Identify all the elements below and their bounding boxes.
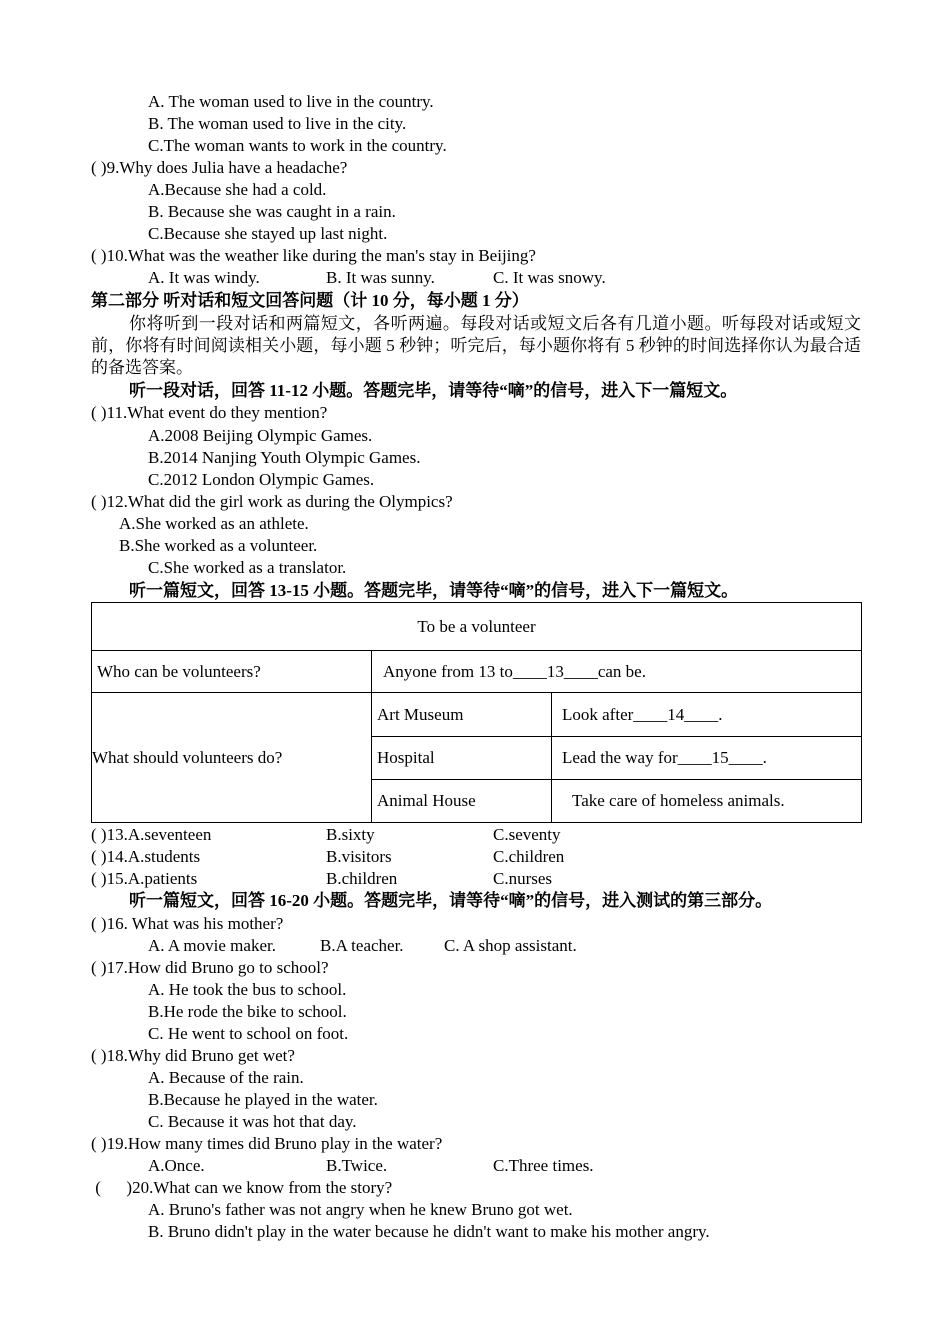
q18-stem: ( )18.Why did Bruno get wet? (91, 1046, 295, 1065)
q13-option-b: B.sixty (326, 825, 375, 844)
q11-stem: ( )11.What event do they mention? (91, 403, 328, 422)
table-place: Hospital (372, 737, 552, 780)
table-place: Animal House (372, 780, 552, 823)
q10-stem: ( )10.What was the weather like during the man's stay in Beijing? (91, 246, 536, 265)
q12-option-b: B.She worked as a volunteer. (119, 536, 318, 555)
q9-option-c: C.Because she stayed up last night. (148, 224, 388, 243)
q14-stem: ( )14.A.students (91, 847, 201, 866)
q16-option-b: B.A teacher. (320, 936, 404, 955)
q8-option-a: A. The woman used to live in the country. (148, 92, 434, 111)
q8-option-c: C.The woman wants to work in the country. (148, 136, 447, 155)
q11-option-a: A.2008 Beijing Olympic Games. (148, 426, 373, 445)
q14-option-c: C.children (493, 847, 565, 866)
q18-option-b: B.Because he played in the water. (148, 1090, 378, 1109)
table-title: To be a volunteer (92, 603, 862, 651)
q20-option-a: A. Bruno's father was not angry when he knew Bruno got wet. (148, 1200, 573, 1219)
q9-option-a: A.Because she had a cold. (148, 180, 327, 199)
q17-option-c: C. He went to school on foot. (148, 1024, 349, 1043)
table-task: Look after____14____. (552, 693, 862, 737)
volunteer-table (91, 602, 862, 823)
q17-stem: ( )17.How did Bruno go to school? (91, 958, 329, 977)
table-task: Take care of homeless animals. (552, 780, 862, 823)
q8-option-b: B. The woman used to live in the city. (148, 114, 407, 133)
q11-option-c: C.2012 London Olympic Games. (148, 470, 375, 489)
q13-option-c: C.seventy (493, 825, 561, 844)
q11-option-b: B.2014 Nanjing Youth Olympic Games. (148, 448, 421, 467)
q18-option-a: A. Because of the rain. (148, 1068, 304, 1087)
q10-option-a: A. It was windy. (148, 268, 260, 287)
q10-option-b: B. It was sunny. (326, 268, 435, 287)
q12-stem: ( )12.What did the girl work as during the Olympics? (91, 492, 453, 511)
table-place: Art Museum (372, 693, 552, 737)
table-task: Lead the way for____15____. (552, 737, 862, 780)
part2-intro: 你将听到一段对话和两篇短文，各听两遍。每段对话或短文后各有几道小题。听每段对话或短文前，你将有时间阅读相关小题，每小题 5 秒钟；听完后，每小题你将有 5 秒钟的时间选择你认为最合适的备选答案。 (91, 314, 861, 377)
q10-option-c: C. It was snowy. (493, 268, 606, 287)
q15-option-c: C.nurses (493, 869, 553, 888)
table-who-value: Anyone from 13 to____13____can be. (372, 651, 862, 693)
q19-option-a: A.Once. (148, 1156, 205, 1175)
q20-stem: ( )20.What can we know from the story? (91, 1178, 393, 1197)
q16-option-c: C. A shop assistant. (444, 936, 577, 955)
instruction-13-15: 听一篇短文，回答 13-15 小题。答题完毕，请等待“嘀”的信号，进入下一篇短文。 (129, 581, 739, 600)
q19-option-b: B.Twice. (326, 1156, 388, 1175)
instruction-11-12: 听一段对话，回答 11-12 小题。答题完毕，请等待“嘀”的信号，进入下一篇短文。 (129, 381, 738, 400)
q15-stem: ( )15.A.patients (91, 869, 198, 888)
q16-option-a: A. A movie maker. (148, 936, 276, 955)
q13-stem: ( )13.A.seventeen (91, 825, 212, 844)
q19-stem: ( )19.How many times did Bruno play in the water? (91, 1134, 443, 1153)
table-who-label: Who can be volunteers? (92, 651, 372, 693)
instruction-16-20: 听一篇短文，回答 16-20 小题。答题完毕，请等待“嘀”的信号，进入测试的第三部分。 (129, 891, 773, 910)
q12-option-c: C.She worked as a translator. (148, 558, 347, 577)
q9-stem: ( )9.Why does Julia have a headache? (91, 158, 348, 177)
q9-option-b: B. Because she was caught in a rain. (148, 202, 396, 221)
q18-option-c: C. Because it was hot that day. (148, 1112, 357, 1131)
q16-stem: ( )16. What was his mother? (91, 914, 284, 933)
part2-heading: 第二部分 听对话和短文回答问题（计 10 分，每小题 1 分） (91, 291, 529, 310)
q19-option-c: C.Three times. (493, 1156, 594, 1175)
q15-option-b: B.children (326, 869, 398, 888)
q12-option-a: A.She worked as an athlete. (119, 514, 309, 533)
q14-option-b: B.visitors (326, 847, 392, 866)
q17-option-a: A. He took the bus to school. (148, 980, 347, 999)
q17-option-b: B.He rode the bike to school. (148, 1002, 347, 1021)
q20-option-b: B. Bruno didn't play in the water because he didn't want to make his mother angry. (148, 1222, 710, 1241)
table-what-label: What should volunteers do? (92, 693, 372, 823)
